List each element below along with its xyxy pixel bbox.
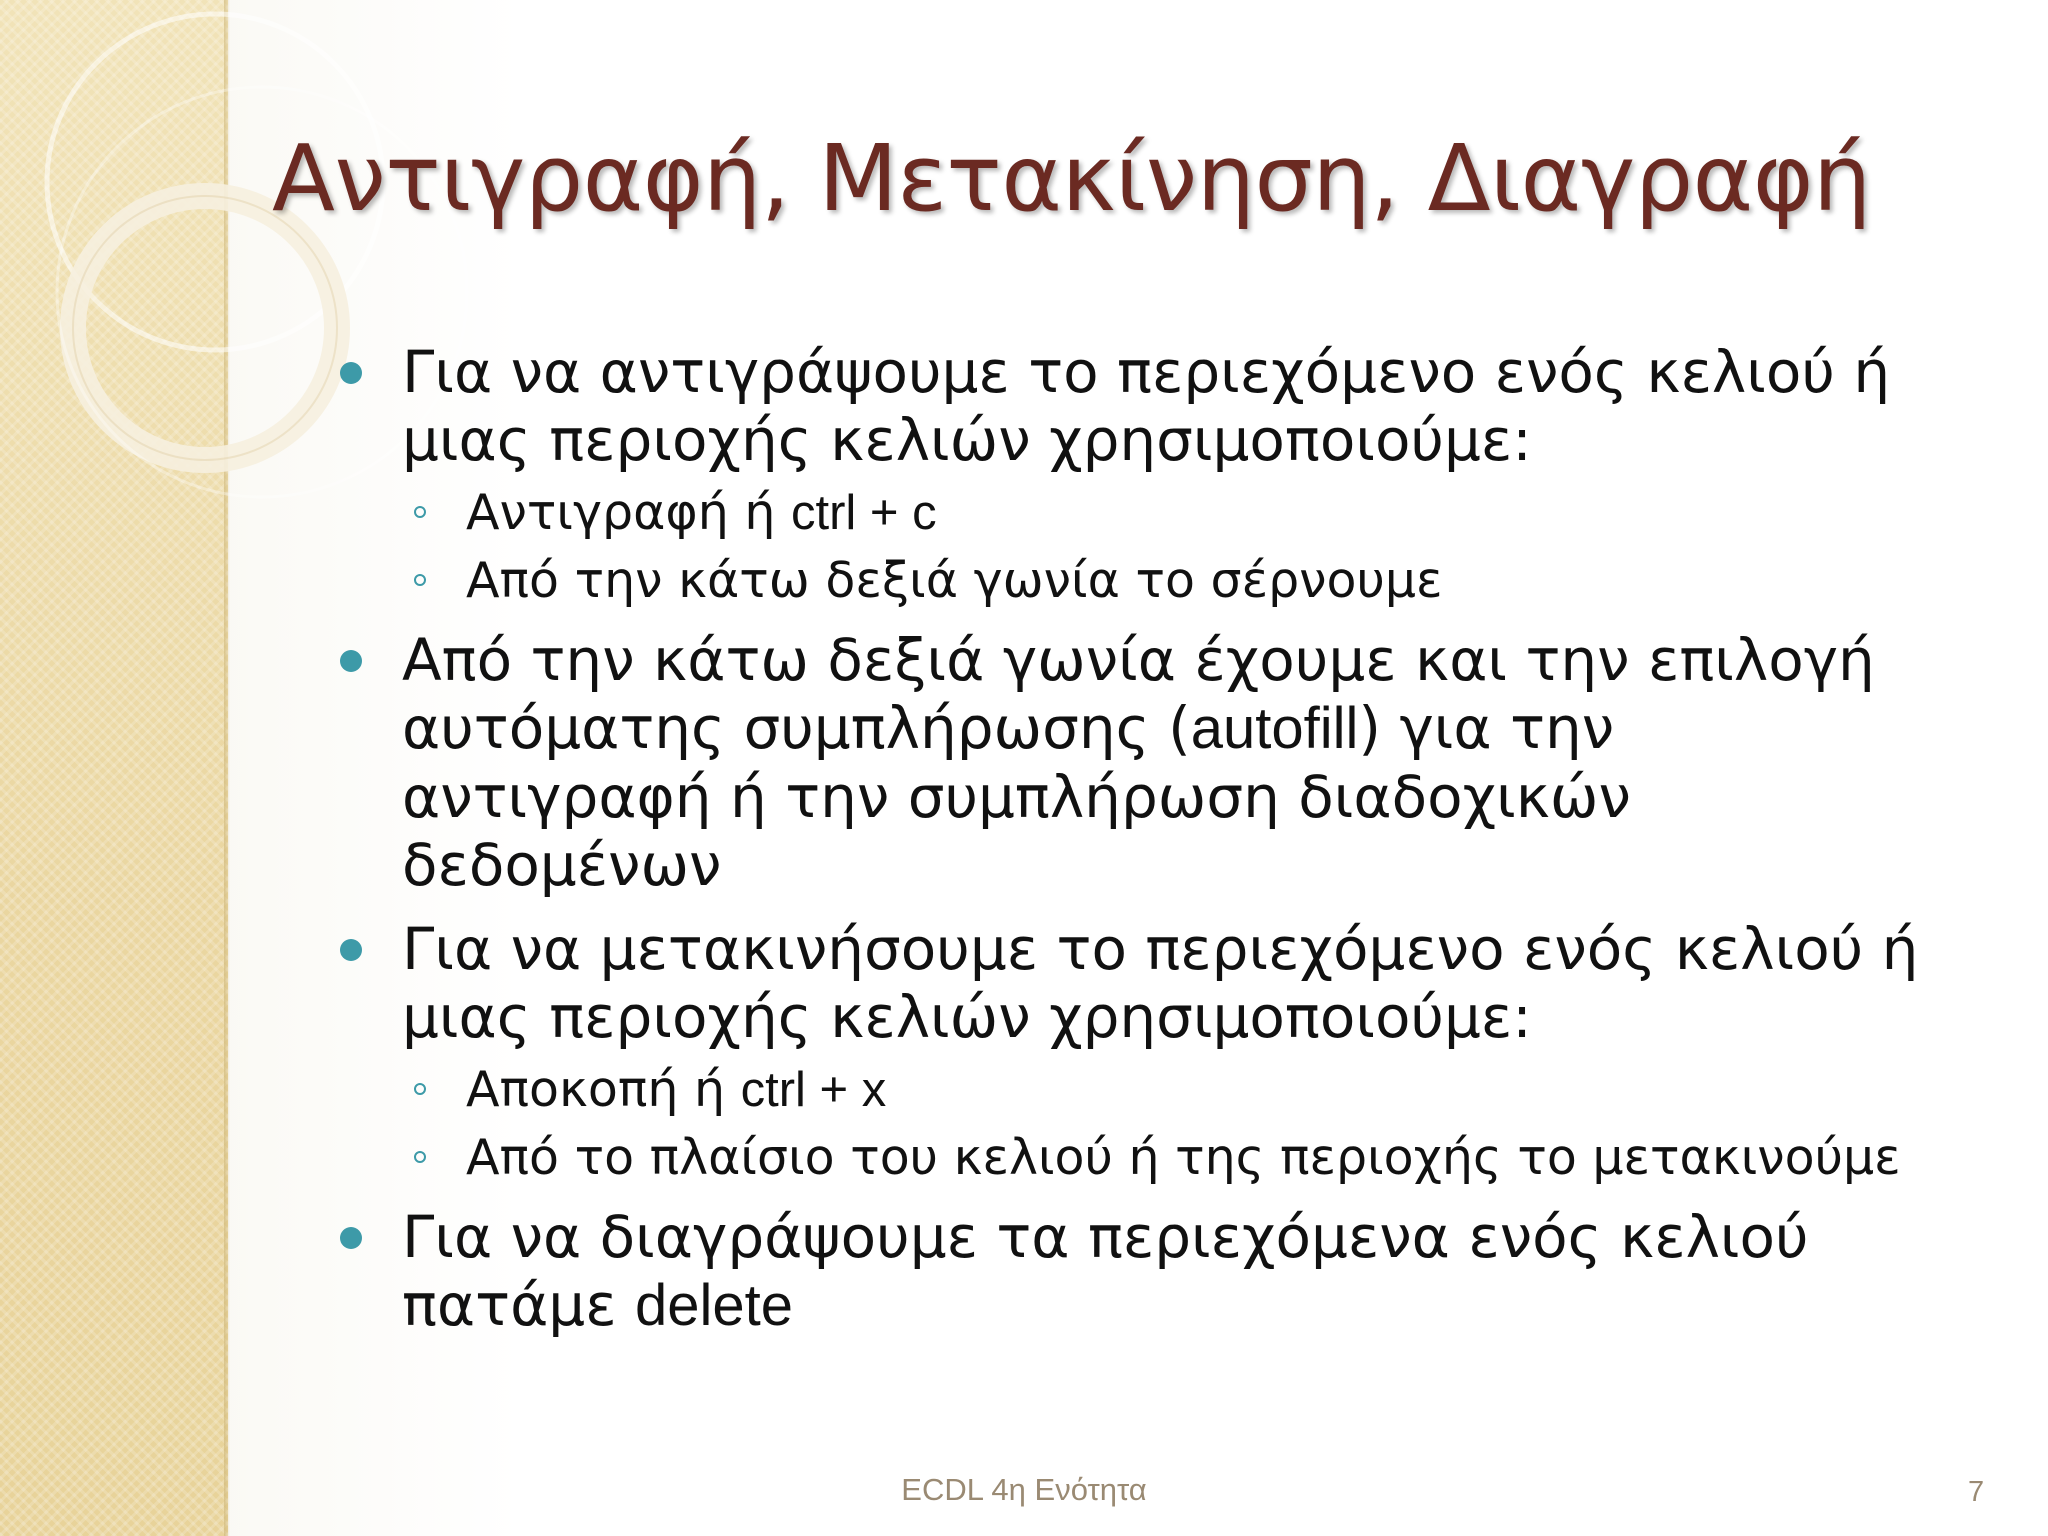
bullet-autofill-line-1: Από την κάτω δεξιά γωνία έχουμε και την επιλογή [402, 626, 1875, 694]
bullet-move-line-2: μιας περιοχής κελιών χρησιμοποιούμε: [402, 983, 1532, 1051]
band-edge-shadow [224, 0, 230, 1536]
delete-key-term: delete [635, 1273, 794, 1338]
sub-bullet-ring-icon [414, 1083, 426, 1095]
bullet-delete-line-2 [402, 1271, 2000, 1340]
sub-bullet-move-drag [340, 1129, 2000, 1187]
slide-title: Αντιγραφή, Μετακίνηση, Διαγραφή [272, 125, 1871, 232]
text-run: ) για την [1358, 694, 1615, 762]
bullet-dot-icon [340, 939, 362, 961]
sub-bullet-cut-shortcut [340, 1061, 2000, 1119]
sub-bullet-text: Αποκοπή ή [466, 1061, 741, 1118]
sub-bullet-copy-drag [340, 552, 2000, 610]
sub-bullet-ring-icon [414, 574, 426, 586]
slide-footer: ECDL 4η Ενότητα [901, 1472, 1147, 1507]
slide-body [340, 338, 2000, 1344]
bullet-move [340, 915, 2000, 1051]
sub-bullet-text: Αντιγραφή ή [466, 484, 791, 541]
shortcut-ctrl-c: ctrl + c [790, 486, 937, 540]
bullet-delete [340, 1203, 2000, 1340]
sub-bullet-text: Από το πλαίσιο του κελιού ή της περιοχής το μετακινούμε [466, 1129, 1901, 1186]
decorative-side-band [0, 0, 228, 1536]
bullet-dot-icon [340, 650, 362, 672]
sub-bullet-ring-icon [414, 506, 426, 518]
bullet-autofill-line-4: δεδομένων [402, 831, 722, 899]
sub-bullet-ring-icon [414, 1151, 426, 1163]
bullet-move-line-1: Για να μετακινήσουμε το περιεχόμενο ενός κελιού ή [402, 915, 1919, 983]
bullet-dot-icon [340, 362, 362, 384]
sub-bullet-text: Από την κάτω δεξιά γωνία το σέρνουμε [466, 552, 1443, 609]
bullet-autofill-line-2 [402, 694, 2000, 763]
text-run: αυτόματης συμπλήρωσης ( [402, 694, 1191, 762]
bullet-copy-line-2: μιας περιοχής κελιών χρησιμοποιούμε: [402, 406, 1532, 474]
bullet-autofill-line-3: αντιγραφή ή την συμπλήρωση διαδοχικών [402, 763, 1631, 831]
bullet-delete-line-1: Για να διαγράψουμε τα περιεχόμενα ενός κελιού [402, 1203, 1809, 1271]
shortcut-ctrl-x: ctrl + x [740, 1063, 887, 1117]
bullet-autofill [340, 626, 2000, 899]
text-run: πατάμε [402, 1271, 635, 1339]
slide-number: 7 [1968, 1476, 1985, 1508]
sub-bullet-copy-shortcut [340, 484, 2000, 542]
bullet-dot-icon [340, 1227, 362, 1249]
autofill-term: autofill [1190, 696, 1359, 761]
bullet-copy-line-1: Για να αντιγράψουμε το περιεχόμενο ενός κελιού ή [402, 338, 1891, 406]
bullet-copy [340, 338, 2000, 474]
